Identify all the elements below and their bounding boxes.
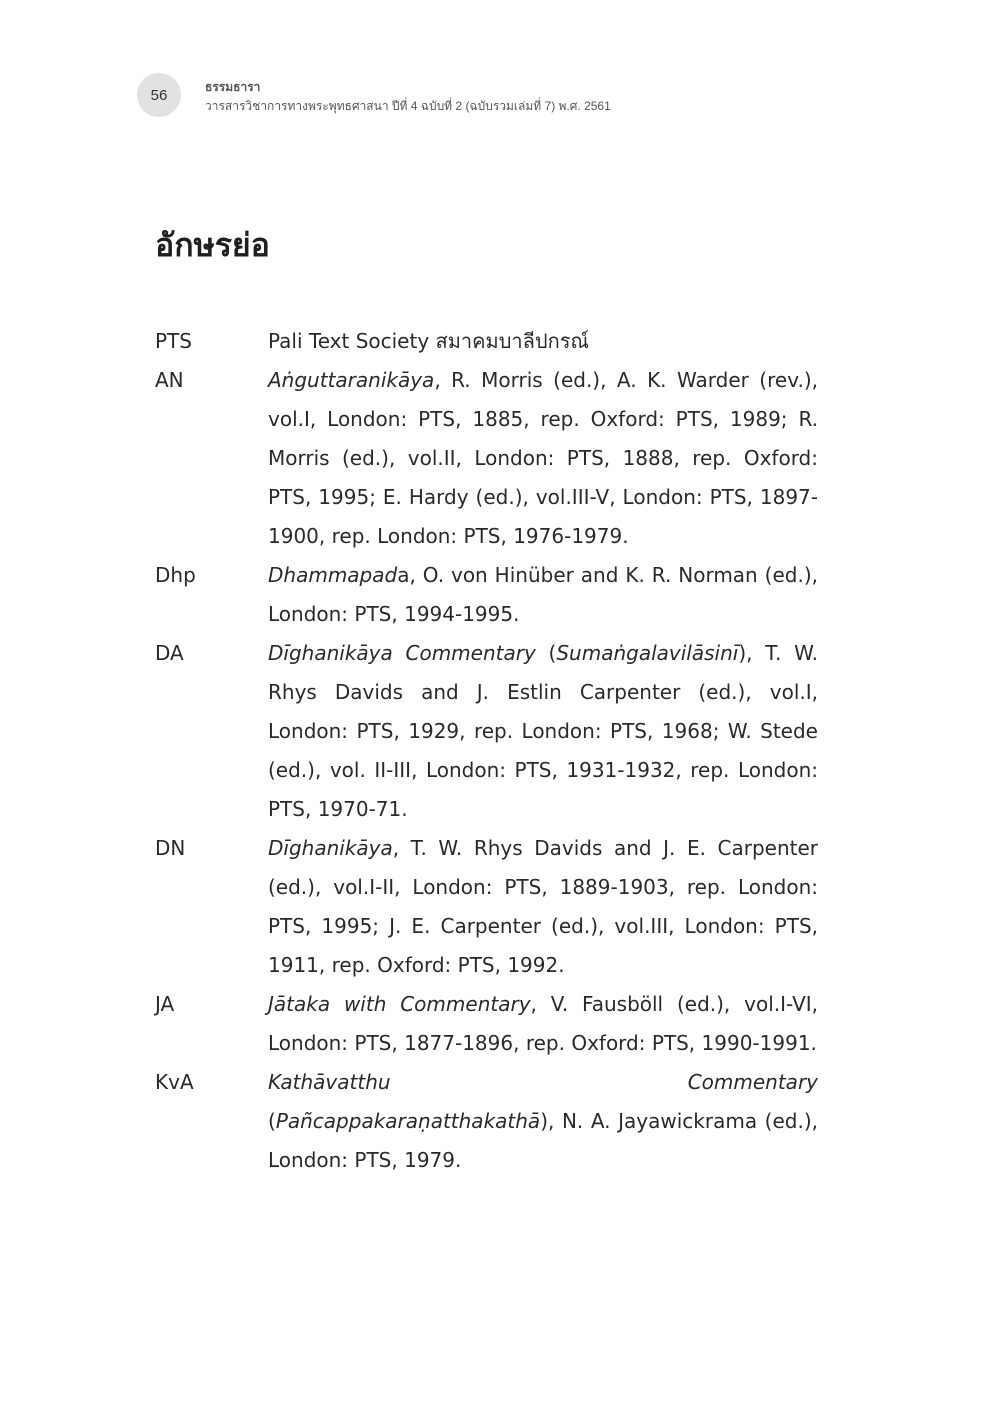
abbreviation-term: Dhp: [155, 563, 196, 587]
abbreviation-entry: [155, 1063, 820, 1180]
abbreviation-term: KvA: [155, 1070, 194, 1094]
page-number: 56: [150, 86, 168, 104]
definition-text: a, O. von Hinüber and K. R. Norman (ed.), London: PTS, 1994-1995.: [268, 563, 818, 626]
abbreviation-entry: [155, 556, 820, 634]
abbreviation-entry: [155, 829, 820, 985]
abbreviation-list: [155, 322, 820, 1180]
abbreviation-entry: [155, 361, 820, 556]
definition-text: , V. Fausböll (ed.), vol.I-VI, London: PTS, 1877-1896, rep. Oxford: PTS, 1990-1991.: [268, 992, 818, 1055]
definition-title-italic: Dhammapad: [268, 563, 398, 587]
definition-text: ), N. A. Jayawickrama (ed.), London: PTS, 1979.: [268, 1109, 818, 1172]
abbreviation-term: PTS: [155, 329, 192, 353]
abbreviation-entry: [155, 985, 820, 1063]
definition-text: , R. Morris (ed.), A. K. Warder (rev.), vol.I, London: PTS, 1885, rep. Oxford: PTS, 1989; R. Morris (ed.), vol.II, London: PTS, 1888, rep. Oxford: PTS, 1995; E. Hardy (ed.), vol.III-V, London: PTS, 1897-1900, rep. London: PTS, 1976-1979.: [268, 368, 818, 548]
journal-subtitle: วารสารวิชาการทางพระพุทธศาสนา ปีที่ 4 ฉบับที่ 2 (ฉบับรวมเล่มที่ 7) พ.ศ. 2561: [205, 99, 611, 113]
definition-text: , T. W. Rhys Davids and J. E. Carpenter (ed.), vol.I-II, London: PTS, 1889-1903, rep. London: PTS, 1995; J. E. Carpenter (ed.), vol.III, London: PTS, 1911, rep. Oxford: PTS, 1992.: [268, 836, 818, 977]
abbreviation-entry: [155, 634, 820, 829]
abbreviation-definition: [268, 361, 818, 556]
definition-title-italic: Aṅguttaranikāya: [268, 368, 435, 392]
page-title: อักษรย่อ: [155, 226, 270, 264]
definition-title-italic: Dīghanikāya Commentary: [268, 641, 536, 665]
abbreviation-term: DA: [155, 641, 184, 665]
definition-text: (: [268, 1109, 276, 1133]
abbreviation-definition: [268, 322, 818, 361]
definition-text: Pali Text Society สมาคมบาลีปกรณ์: [268, 329, 589, 353]
abbreviation-term: AN: [155, 368, 184, 392]
abbreviation-entry: [155, 322, 820, 361]
abbreviation-definition: [268, 634, 818, 829]
definition-title-italic: Pañcappakaraṇatthakathā: [275, 1109, 541, 1133]
abbreviation-definition: [268, 556, 818, 634]
abbreviation-definition: [268, 829, 818, 985]
abbreviation-term: DN: [155, 836, 186, 860]
definition-title-italic: Kathāvatthu Commentary: [268, 1070, 818, 1094]
abbreviation-definition: [268, 985, 818, 1063]
definition-title-italic: Jātaka with Commentary: [268, 992, 531, 1016]
page-number-badge: [137, 73, 181, 117]
definition-title-italic: Dīghanikāya: [268, 836, 393, 860]
abbreviation-term: JA: [155, 992, 175, 1016]
abbreviation-definition: [268, 1063, 818, 1180]
journal-name: ธรรมธารา: [205, 80, 261, 94]
definition-text: ), T. W. Rhys Davids and J. Estlin Carpenter (ed.), vol.I, London: PTS, 1929, rep. London: PTS, 1968; W. Stede (ed.), vol. II-III, London: PTS, 1931-1932, rep. London: PTS, 1970-71.: [268, 641, 818, 821]
definition-text: (: [535, 641, 557, 665]
definition-title-italic: Sumaṅgalavilāsinī: [556, 641, 739, 665]
